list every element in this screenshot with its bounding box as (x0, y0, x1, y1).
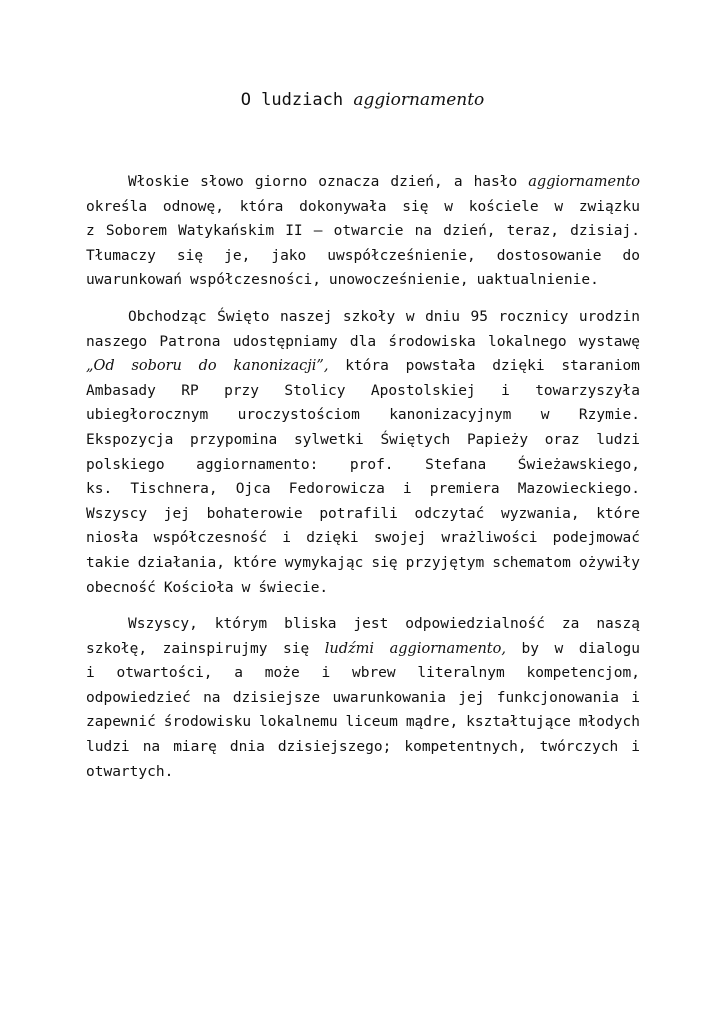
text-line (86, 195, 640, 220)
word: literalnym (417, 665, 505, 682)
word: powstała (405, 358, 476, 375)
word: Apostolskiej (370, 382, 476, 399)
word: i (86, 665, 95, 682)
word: aggiornamento (528, 174, 640, 190)
word: współczesności, (190, 272, 321, 289)
word: a (234, 665, 244, 682)
word: dostosowanie (496, 247, 602, 264)
word: oraz (544, 431, 580, 448)
word: jest (353, 616, 389, 633)
word: swojej (373, 530, 427, 547)
word: Świeżawskiego, (517, 456, 640, 473)
text-line (86, 379, 640, 404)
word: się (283, 640, 310, 657)
word: przyjętym (405, 554, 485, 571)
text-line (86, 637, 640, 662)
word: by (521, 640, 539, 657)
word: z (86, 223, 95, 240)
word: Wszyscy, (128, 616, 198, 633)
word: za (561, 616, 580, 633)
word: dnia (229, 739, 265, 756)
word: polskiego (86, 456, 165, 473)
word: Święto (217, 308, 270, 325)
word: może (264, 665, 300, 682)
text-line (86, 686, 640, 711)
word: otwarcie (333, 223, 404, 240)
word: Stefana (425, 456, 487, 473)
word: się (402, 198, 429, 215)
word: potrafili (319, 505, 398, 522)
word: Wszyscy (86, 505, 148, 522)
word: dzisiaj. (570, 223, 640, 240)
word: w (554, 640, 564, 657)
word: i (631, 739, 640, 756)
word: zainspirujmy (162, 640, 268, 657)
word: dla (349, 333, 377, 350)
word: Watykańskim (178, 223, 275, 240)
word: kanonizacyjnym (389, 407, 512, 424)
word: naszego (86, 333, 148, 350)
word: które (596, 505, 640, 522)
word: naszą (596, 616, 640, 633)
word: dzień, (443, 223, 496, 240)
word: – (313, 223, 323, 240)
word: uaktualnienie. (476, 272, 599, 289)
word: dzięki (492, 358, 545, 375)
word: związku (578, 198, 640, 215)
word: ks. (86, 481, 113, 498)
word: prof. (349, 456, 394, 473)
word: szkołę, (86, 640, 148, 657)
word: mądre, (405, 714, 459, 731)
word: towarzyszyła (535, 382, 640, 399)
word: ludzi (86, 739, 130, 756)
text-line (86, 354, 640, 379)
word: takie (86, 554, 130, 571)
word: urodzin (578, 308, 640, 325)
word: wbrew (351, 665, 396, 682)
word: je, (224, 247, 251, 264)
word: do (198, 358, 217, 375)
paragraph-2 (86, 305, 640, 600)
word: Stolicy (284, 382, 346, 399)
word: odpowiedzialność (405, 616, 545, 633)
paragraph-1 (86, 170, 640, 293)
word: i (631, 689, 640, 706)
word: ubiegłorocznym (86, 407, 209, 424)
word: środowiska (388, 333, 476, 350)
word: II (285, 223, 303, 240)
word: uwarunkowań (86, 272, 183, 289)
word: środowisku (163, 714, 252, 731)
word: RP (181, 382, 199, 399)
word: Świętych (380, 431, 451, 448)
word: lokalnego (487, 333, 567, 350)
text-line (86, 760, 640, 785)
title-prefix: O ludziach (240, 90, 344, 110)
word: schematom (492, 554, 571, 571)
word: Mazowieckiego. (517, 481, 640, 498)
word: „Od (86, 358, 115, 375)
word: unowocześnienie, (328, 272, 469, 289)
word: bliska (284, 616, 337, 633)
text-line (86, 428, 640, 453)
word: współczesność (153, 530, 268, 547)
text-line (86, 268, 640, 293)
word: niosła (86, 530, 139, 547)
word: funkcjonowania (496, 689, 619, 706)
word: podejmować (552, 530, 640, 547)
word: uroczystościom (237, 407, 360, 424)
text-line (86, 612, 640, 637)
word: na (414, 223, 433, 240)
text-line (86, 477, 640, 502)
word: w (554, 198, 564, 215)
word: słowo (200, 174, 244, 190)
word: uwspółcześnienie, (327, 247, 476, 264)
word: w (405, 308, 415, 325)
word: działania, (137, 554, 226, 571)
word: która (345, 358, 389, 375)
word: Patrona (159, 333, 221, 350)
word: uwarunkowania (332, 689, 446, 706)
word: dzisiejszego; (277, 739, 392, 756)
word: kościele (468, 198, 539, 215)
word: odczytać (414, 505, 485, 522)
word: Soborem (105, 223, 167, 240)
word: Ekspozycja (86, 431, 174, 448)
word: bohaterowie (206, 505, 303, 522)
text-line (86, 305, 640, 330)
word: udostępniamy (232, 333, 338, 350)
text-line (86, 661, 640, 686)
text-line (86, 526, 640, 551)
word: określa (86, 198, 148, 215)
word: Ojca (235, 481, 271, 498)
word: wymykając (284, 554, 364, 571)
word: dialogu (578, 640, 640, 657)
word: a (453, 174, 463, 190)
word: aggiornamento: (196, 456, 319, 473)
word: liceum (345, 714, 398, 731)
text-line (86, 502, 640, 527)
word: Tischnera, (130, 481, 218, 498)
word: zapewnić (86, 714, 156, 731)
word: i (282, 530, 292, 547)
word: do (622, 247, 640, 264)
word: która (239, 198, 284, 215)
word: Rzymie. (578, 407, 640, 424)
paragraph-3 (86, 612, 640, 784)
text-line (86, 551, 640, 576)
text-line (86, 710, 640, 735)
word: dzisiejsze (232, 689, 321, 706)
word: teraz, (506, 223, 560, 240)
text-line (86, 170, 640, 195)
word: 95 (470, 308, 488, 325)
word: odnowę, (162, 198, 224, 215)
word: kompetencjom, (526, 665, 640, 682)
word: i (321, 665, 331, 682)
word: soboru (131, 358, 182, 375)
word: odpowiedzieć (86, 689, 191, 706)
word: Włoskie (128, 174, 190, 190)
text-line (86, 244, 640, 269)
word: się (176, 247, 204, 264)
word: obecność (86, 579, 156, 596)
word: na (203, 689, 221, 706)
document-body (86, 170, 640, 796)
word: wrażliwości (441, 530, 538, 547)
text-line (86, 403, 640, 428)
word: twórczych (539, 739, 619, 756)
word: Papieży (466, 431, 529, 448)
word: dniu (425, 308, 460, 325)
word: jako (271, 247, 307, 264)
word: i (402, 481, 412, 498)
word: lokalnemu (259, 714, 338, 731)
word: ludźmi (324, 640, 375, 657)
word: jej (163, 505, 190, 522)
word: się (371, 554, 398, 571)
text-line (86, 330, 640, 355)
word: Fedorowicza (288, 481, 385, 498)
word: Kościoła (163, 579, 234, 596)
word: Ambasady (86, 382, 156, 399)
word: które (233, 554, 277, 571)
word: w (444, 198, 453, 215)
word: szkoły (342, 308, 396, 325)
word: i (501, 382, 510, 399)
word: ludzi (596, 431, 640, 448)
word: kanonizacji”, (233, 358, 329, 375)
word: hasło (473, 174, 518, 190)
text-line (86, 453, 640, 478)
word: ożywiły (578, 554, 640, 571)
word: na (142, 739, 161, 756)
word: którym (214, 616, 268, 633)
word: staraniom (561, 358, 640, 375)
word: naszej (280, 308, 333, 325)
word: w (540, 407, 550, 424)
word: aggiornamento, (389, 640, 506, 657)
text-line (86, 219, 640, 244)
word: kształtujące (466, 714, 571, 731)
word: jej (458, 689, 485, 706)
word: przy (224, 382, 260, 399)
document-title (0, 88, 725, 112)
word: otwartych. (86, 763, 174, 780)
word: otwartości, (116, 665, 213, 682)
title-italic-word: aggiornamento (353, 90, 485, 110)
word: w (241, 579, 251, 596)
word: wyzwania, (501, 505, 580, 522)
word: dzięki (306, 530, 359, 547)
word: sylwetki (293, 431, 364, 448)
word: kompetentnych, (404, 739, 527, 756)
word: dzień, (390, 174, 443, 190)
text-line (86, 576, 640, 601)
word: Tłumaczy (86, 247, 156, 264)
word: premiera (429, 481, 500, 498)
word: miarę (173, 739, 217, 756)
word: Obchodząc (128, 308, 207, 325)
word: świecie. (258, 579, 329, 596)
word: giorno (254, 174, 308, 190)
word: oznacza (318, 174, 380, 190)
word: wystawę (578, 333, 640, 350)
word: dokonywała (299, 198, 387, 215)
text-line (86, 735, 640, 760)
word: przypomina (189, 431, 278, 448)
word: młodych (578, 714, 640, 731)
word: rocznicy (498, 308, 569, 325)
